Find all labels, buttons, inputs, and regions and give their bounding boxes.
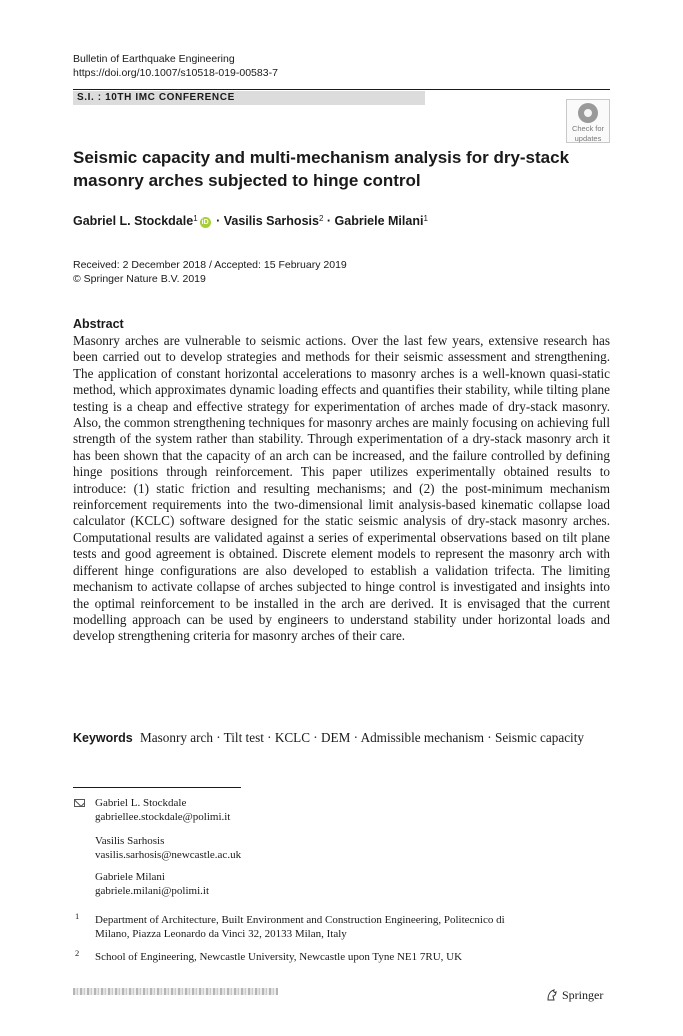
author-name: Vasilis Sarhosis	[223, 214, 319, 228]
publisher-name: Springer	[562, 988, 604, 1002]
barcode-strip	[73, 988, 278, 995]
contact-email[interactable]: gabriellee.stockdale@polimi.it	[95, 811, 231, 823]
journal-header	[73, 52, 278, 80]
contact-email[interactable]: gabriele.milani@polimi.it	[95, 885, 209, 897]
author-separator: ·	[323, 214, 335, 228]
author-affiliation-mark: 1	[193, 214, 198, 223]
contact-block	[95, 870, 209, 898]
keywords	[73, 729, 610, 747]
author-affiliation-mark: 2	[318, 214, 324, 223]
footnote-rule	[73, 787, 241, 788]
author-list	[73, 213, 613, 229]
contact-block	[95, 796, 230, 824]
affiliation-number: 1	[75, 911, 80, 921]
header-rule	[73, 89, 610, 90]
copyright: © Springer Nature B.V. 2019	[73, 273, 206, 285]
doi-link[interactable]: https://doi.org/10.1007/s10518-019-00583-7	[73, 67, 278, 79]
received-accepted: Received: 2 December 2018 / Accepted: 15 February 2019	[73, 259, 347, 271]
author-name: Gabriel L. Stockdale	[73, 214, 194, 228]
publication-dates	[73, 258, 347, 286]
keywords-heading: Keywords	[73, 731, 133, 745]
affiliation-line: Department of Architecture, Built Environment and Construction Engineering, Politecnico di	[95, 914, 505, 926]
springer-horse-icon	[545, 988, 559, 1002]
update-icon	[578, 103, 598, 123]
keywords-list: Masonry arch · Tilt test · KCLC · DEM · Admissible mechanism · Seismic capacity	[140, 730, 584, 745]
abstract-text: Masonry arches are vulnerable to seismic actions. Over the last few years, extensive research has been carried out to develop strategies and methods for their seismic assessment and strengthening. The application of constant horizontal accelerations to masonry arches is a well-known quasi-static method, which approximates dynamic loading effects and quantifies their stability, while tilting plane testing is a cheap and effective strategy for experimentation of arches made of dry-stack masonry. Also, the common strengthening techniques for masonry arches are mainly focusing on achieving full strength of the system rather than stability. Through experimentation of a dry-stack masonry arch it has been shown that the capacity of an arch can be increased, and the failure controlled by defining hinge positions through reinforcement. This paper utilizes experimentally obtained results to introduce: (1) static friction and resulting mechanisms; and (2) the post-minimum mechanism reinforcement requirements into the two-dimensional limit analysis-based kinematic collapse load calculator (KCLC) software designed for the static seismic analysis of dry-stack masonry arches. Computational results are validated against a series of experimental observations based on tilt plane tests and good agreement is obtained. Discrete element models to represent the masonry arch with different hinge configurations are also developed to establish a validation trifecta. The limiting mechanism to activate collapse of arches subjected to hinge control is investigated and insights into the optimal reinforcement to be installed in the arch are derived. It is envisaged that the current modelling approach can be used by engineers to understand stability under horizontal loads and develop strengthening criteria for masonry arches of their care.	[73, 333, 610, 644]
author-separator: ·	[212, 214, 224, 228]
author-affiliation-mark: 1	[423, 214, 428, 223]
affiliation	[95, 913, 595, 941]
contact-name: Vasilis Sarhosis	[95, 835, 165, 847]
envelope-icon	[74, 799, 85, 807]
publisher-logo	[545, 988, 603, 1003]
author-name: Gabriele Milani	[334, 214, 424, 228]
contact-email[interactable]: vasilis.sarhosis@newcastle.ac.uk	[95, 849, 242, 861]
check-badge-line1: Check for	[571, 124, 605, 133]
paper-title: Seismic capacity and multi-mechanism analysis for dry-stack masonry arches subjected to hinge control	[73, 148, 570, 190]
orcid-icon[interactable]: iD	[201, 219, 209, 226]
section-label: S.I. : 10TH IMC CONFERENCE	[73, 91, 425, 105]
contact-name: Gabriele Milani	[95, 871, 165, 883]
affiliation-number: 2	[75, 948, 80, 958]
affiliation-line: School of Engineering, Newcastle University, Newcastle upon Tyne NE1 7RU, UK	[95, 951, 463, 963]
abstract-heading: Abstract	[73, 317, 124, 331]
contact-name: Gabriel L. Stockdale	[95, 797, 187, 809]
journal-name: Bulletin of Earthquake Engineering	[73, 53, 235, 65]
affiliation-line: Milano, Piazza Leonardo da Vinci 32, 20133 Milan, Italy	[95, 928, 347, 940]
contact-block	[95, 834, 241, 862]
affiliation	[95, 950, 595, 964]
check-for-updates-badge[interactable]	[566, 99, 610, 143]
check-badge-line2: updates	[574, 134, 602, 143]
